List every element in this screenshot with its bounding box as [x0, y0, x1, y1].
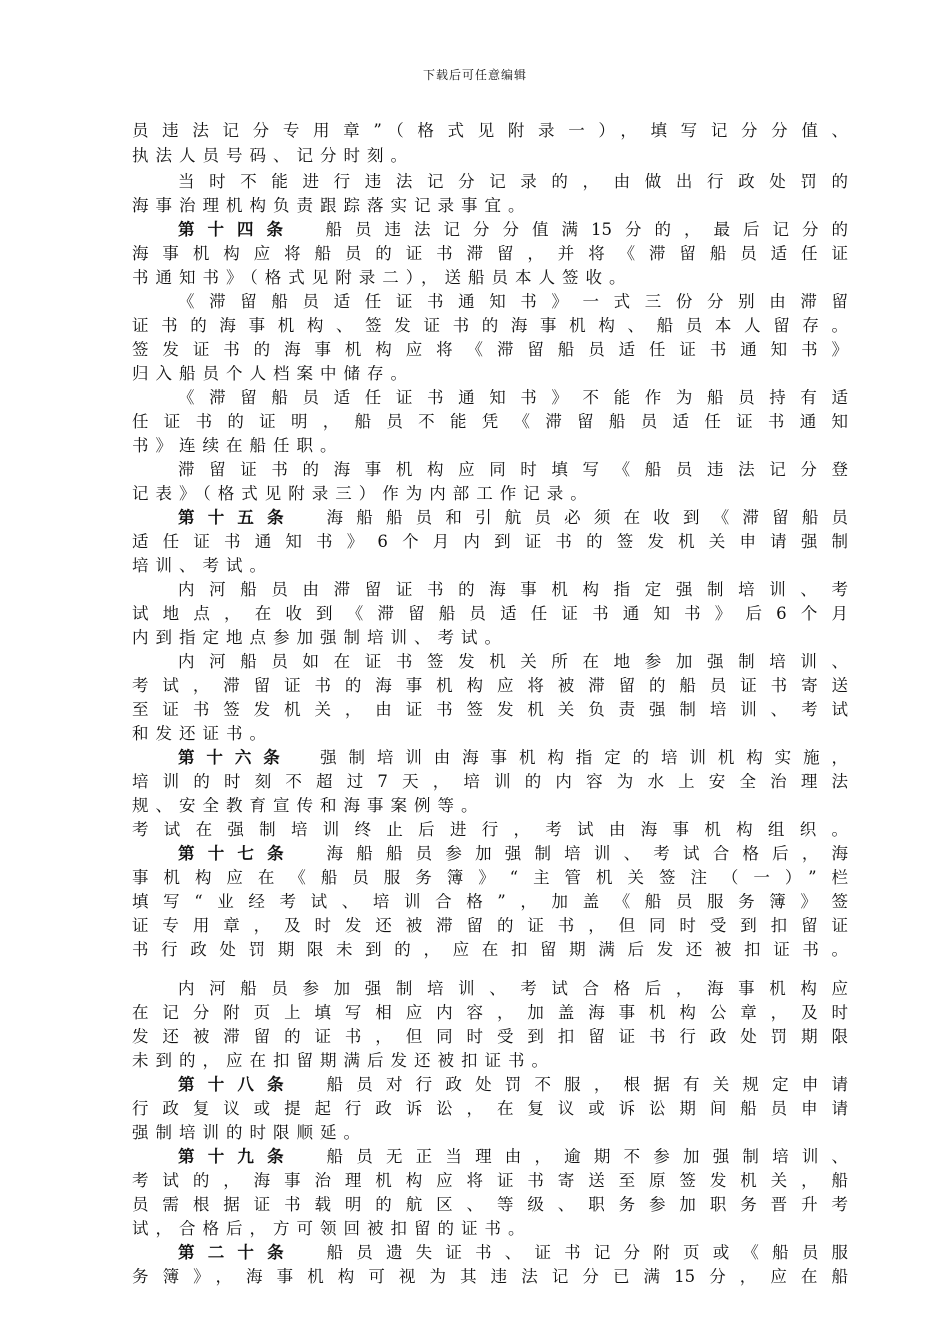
paragraph-line	[132, 602, 848, 626]
paragraph-line	[132, 144, 848, 168]
paragraph-line	[132, 914, 848, 938]
paragraph-line	[132, 674, 848, 698]
paragraph-line	[132, 866, 848, 890]
line-text: 员违法记分专用章”（格式见附录一），填写记分分值、	[132, 121, 848, 140]
line-text: 船员遗失证书、证书记分附页或《船员服	[326, 1243, 849, 1262]
line-text: 适任证书通知书》6个月内到证书的签发机关申请强制	[132, 532, 848, 551]
paragraph-line	[178, 290, 848, 314]
paragraph-line	[132, 770, 848, 794]
paragraph-line	[132, 362, 848, 386]
paragraph-line	[132, 1265, 848, 1289]
paragraph-line	[132, 1169, 848, 1193]
line-text: 培训、考试。	[132, 556, 273, 575]
line-text: 内河船员如在证书签发机关所在地参加强制培训、	[178, 652, 848, 671]
line-text: 船员无正当理由，逾期不参加强制培训、	[326, 1147, 849, 1166]
paragraph-line	[132, 1025, 848, 1049]
line-text: 培训的时刻不超过7天，培训的内容为水上安全治理法	[132, 772, 848, 791]
line-text: 试地点，在收到《滞留船员适任证书通知书》后6个月	[132, 604, 848, 623]
paragraph-line	[132, 266, 848, 290]
line-text: 内河船员参加强制培训、考试合格后，海事机构应	[178, 979, 848, 998]
paragraph-line	[132, 1001, 848, 1025]
article-paragraph-line	[178, 506, 848, 530]
line-text: 当时不能进行违法记分记录的，由做出行政处罚的	[178, 172, 848, 191]
article-paragraph-line	[178, 1073, 848, 1097]
paragraph-line	[132, 119, 848, 143]
line-text: 归入船员个人档案中储存。	[132, 364, 414, 383]
line-text: 签发证书的海事机构应将《滞留船员适任证书通知书》	[132, 340, 848, 359]
paragraph-line	[178, 170, 848, 194]
paragraph-line	[132, 722, 848, 746]
paragraph-line	[178, 650, 848, 674]
line-text: 填写“业经考试、培训合格”，加盖《船员服务簿》签	[132, 892, 848, 911]
paragraph-line	[132, 194, 848, 218]
paragraph-line	[178, 578, 848, 602]
paragraph-line	[132, 338, 848, 362]
article-paragraph-line	[178, 1241, 848, 1265]
line-text: 至证书签发机关，由证书签发机关负责强制培训、考试	[132, 700, 848, 719]
line-text: 发还被滞留的证书，但同时受到扣留证书行政处罚期限	[132, 1027, 848, 1046]
line-text: 员需根据证书载明的航区、等级、职务参加职务晋升考	[132, 1195, 848, 1214]
line-text: 考试在强制培训终止后进行，考试由海事机构组织。	[132, 820, 848, 839]
paragraph-line	[132, 1217, 848, 1241]
line-text: 行政复议或提起行政诉讼，在复议或诉讼期间船员申请	[132, 1099, 848, 1118]
line-text: 内河船员由滞留证书的海事机构指定强制培训、考	[178, 580, 848, 599]
article-number: 第十六条	[178, 748, 292, 767]
paragraph-line	[132, 1193, 848, 1217]
paragraph-line	[132, 242, 848, 266]
line-text: 考试，滞留证书的海事机构应将被滞留的船员证书寄送	[132, 676, 848, 695]
line-text: 务簿》，海事机构可视为其违法记分已满15分，应在船	[132, 1267, 848, 1286]
paragraph-line	[178, 386, 848, 410]
line-text: 事机构应在《船员服务簿》“主管机关签注（一）”栏	[132, 868, 848, 887]
line-text: 记表》（格式见附录三）作为内部工作记录。	[132, 484, 594, 503]
article-paragraph-line	[178, 1145, 848, 1169]
paragraph-line	[132, 1049, 848, 1073]
paragraph-line	[132, 1121, 848, 1145]
article-number: 第二十条	[178, 1243, 297, 1262]
paragraph-line	[132, 818, 848, 842]
line-text: 滞留证书的海事机构应同时填写《船员违法记分登	[178, 460, 848, 479]
line-text: 《滞留船员适任证书通知书》一式三份分别由滞留	[178, 292, 848, 311]
paragraph-line	[132, 410, 848, 434]
article-number: 第十四条	[178, 220, 296, 239]
paragraph-line	[132, 554, 848, 578]
paragraph-line	[132, 626, 848, 650]
article-paragraph-line	[178, 746, 848, 770]
line-text: 执法人员号码、记分时刻。	[132, 146, 414, 165]
line-text: 海船船员参加强制培训、考试合格后，海	[326, 844, 849, 863]
paragraph-line	[132, 938, 848, 962]
page-header: 下载后可任意编辑	[422, 68, 527, 82]
line-text: 书行政处罚期限未到的，应在扣留期满后发还被扣证书。	[132, 940, 848, 959]
paragraph-line	[132, 890, 848, 914]
paragraph-line	[132, 1097, 848, 1121]
line-text: 和发还证书。	[132, 724, 273, 743]
line-text: 书》连续在船任职。	[132, 436, 344, 455]
line-text: 证专用章，及时发还被滞留的证书，但同时受到扣留证	[132, 916, 848, 935]
paragraph-line	[178, 977, 848, 1001]
line-text: 船员对行政处罚不服，根据有关规定申请	[326, 1075, 849, 1094]
line-text: 强制培训由海事机构指定的培训机构实施，	[320, 748, 849, 767]
line-text: 海事机构应将船员的证书滞留，并将《滞留船员适任证	[132, 244, 848, 263]
line-text: 强制培训的时限顺延。	[132, 1123, 367, 1142]
article-paragraph-line	[178, 218, 848, 242]
line-text: 海事治理机构负责跟踪落实记录事宜。	[132, 196, 532, 215]
paragraph-line	[132, 530, 848, 554]
line-text: 海船船员和引航员必须在收到《滞留船员	[326, 508, 849, 527]
line-text: 试，合格后，方可领回被扣留的证书。	[132, 1219, 532, 1238]
line-text: 考试的，海事治理机构应将证书寄送至原签发机关，船	[132, 1171, 848, 1190]
paragraph-line	[132, 434, 848, 458]
line-text: 内到指定地点参加强制培训、考试。	[132, 628, 508, 647]
line-text: 在记分附页上填写相应内容，加盖海事机构公章，及时	[132, 1003, 848, 1022]
article-number: 第十九条	[178, 1147, 297, 1166]
line-text: 规、安全教育宣传和海事案例等。	[132, 796, 485, 815]
article-number: 第十五条	[178, 508, 297, 527]
paragraph-line	[132, 482, 848, 506]
paragraph-line	[178, 458, 848, 482]
article-number: 第十八条	[178, 1075, 297, 1094]
line-text: 船员违法记分分值满15分的，最后记分的	[325, 220, 848, 239]
article-number: 第十七条	[178, 844, 297, 863]
line-text: 书通知书》（格式见附录二），送船员本人签收。	[132, 268, 633, 287]
line-text: 证书的海事机构、签发证书的海事机构、船员本人留存。	[132, 316, 848, 335]
paragraph-line	[132, 698, 848, 722]
article-paragraph-line	[178, 842, 848, 866]
paragraph-line	[132, 314, 848, 338]
paragraph-line	[132, 794, 848, 818]
line-text: 任证书的证明，船员不能凭《滞留船员适任证书通知	[132, 412, 848, 431]
line-text: 《滞留船员适任证书通知书》不能作为船员持有适	[178, 388, 848, 407]
line-text: 未到的，应在扣留期满后发还被扣证书。	[132, 1051, 555, 1070]
